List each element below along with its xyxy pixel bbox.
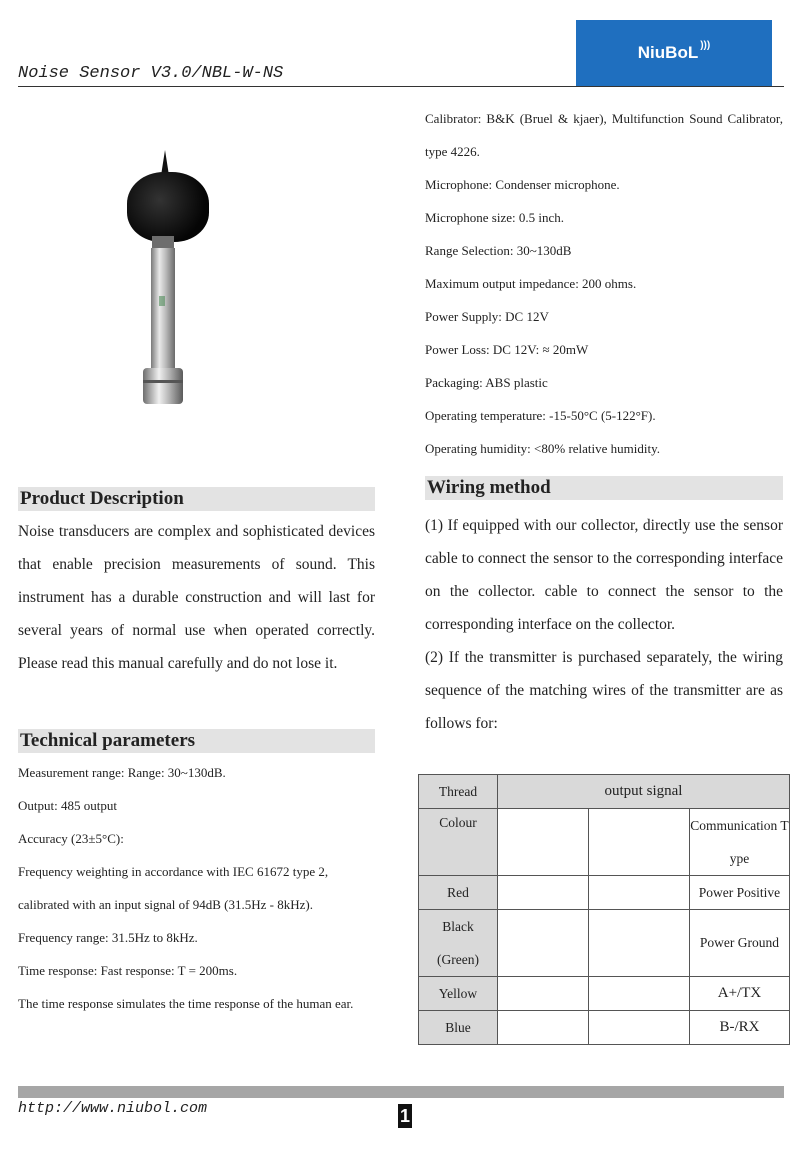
connector-ring <box>143 380 183 383</box>
page-number: 1 <box>399 1106 410 1126</box>
empty-cell <box>497 809 588 876</box>
param-line: Microphone: Condenser microphone. <box>425 177 620 192</box>
type-b-rx: B-/RX <box>689 1011 789 1045</box>
param-line: Operating temperature: -15-50°C (5-122°F). <box>425 408 656 423</box>
empty-cell <box>497 1011 588 1045</box>
param-line: calibrated with an input signal of 94dB (31.5Hz - 8kHz). <box>18 897 313 912</box>
empty-cell <box>588 876 689 910</box>
colour-black-green: Black (Green) <box>419 910 498 977</box>
param-line: Operating humidity: <80% relative humidity. <box>425 441 661 456</box>
footer-url: http://www.niubol.com <box>18 1100 208 1117</box>
param-line: The time response simulates the time response of the human ear. <box>18 996 354 1011</box>
param-line: Time response: Fast response: T = 200ms. <box>18 963 238 978</box>
param-line: Maximum output impedance: 200 ohms. <box>425 276 637 291</box>
thread-header: Thread <box>419 775 498 809</box>
type-power-positive: Power Positive <box>689 876 789 910</box>
colour-yellow: Yellow <box>419 977 498 1011</box>
param-line: Calibrator: B&K (Bruel & kjaer), Multifunction Sound Calibrator, type 4226. <box>425 111 783 159</box>
header-rule <box>18 86 784 87</box>
windscreen-ball <box>127 172 209 242</box>
param-line: Power Supply: DC 12V <box>425 309 549 324</box>
brand-logo <box>576 20 772 86</box>
wifi-icon: ))) <box>700 39 711 51</box>
communication-type-header: Communication Type <box>689 809 789 876</box>
sensor-connector <box>143 368 183 404</box>
param-line: Output: 485 output <box>18 798 117 813</box>
sensor-rod <box>151 248 175 370</box>
param-line: Accuracy (23±5°C): <box>18 831 124 846</box>
empty-cell <box>588 910 689 977</box>
sensor-neck <box>152 236 174 250</box>
wiring-method-section <box>425 476 783 740</box>
param-line: Frequency weighting in accordance with IEC 61672 type 2, <box>18 864 329 879</box>
param-line: Frequency range: 31.5Hz to 8kHz. <box>18 930 198 945</box>
empty-cell <box>497 876 588 910</box>
param-line: Power Loss: DC 12V: ≈ 20mW <box>425 342 589 357</box>
product-description-text: Noise transducers are complex and sophisticated devices that enable precision measurements of sound. This instrument has a durable construction and will last for several years of normal use when operated correctly. Please read this manual carefully and do not lose it. <box>18 523 375 672</box>
colour-blue: Blue <box>419 1011 498 1045</box>
technical-parameters-section <box>18 729 375 1020</box>
empty-cell <box>588 1011 689 1045</box>
product-description-heading: Product Description <box>18 487 375 511</box>
logo-text: NiuBoL <box>637 43 699 62</box>
empty-cell <box>588 809 689 876</box>
technical-parameters-heading: Technical parameters <box>18 729 375 753</box>
wiring-para-2: (2) If the transmitter is purchased separately, the wiring sequence of the matching wires of the transmitter are as follows for: <box>425 649 783 732</box>
colour-header: Colour <box>419 809 498 876</box>
colour-red: Red <box>419 876 498 910</box>
output-signal-header: output signal <box>497 775 789 809</box>
empty-cell <box>497 977 588 1011</box>
type-power-ground: Power Ground <box>689 910 789 977</box>
empty-cell <box>497 910 588 977</box>
empty-cell <box>588 977 689 1011</box>
wiring-para-1: (1) If equipped with our collector, directly use the sensor cable to connect the sensor to the corresponding interface on the collector. cable to connect the sensor to the corresponding interface on the collector. <box>425 517 783 633</box>
param-line: Range Selection: 30~130dB <box>425 243 572 258</box>
type-a-tx: A+/TX <box>689 977 789 1011</box>
wiring-method-heading: Wiring method <box>425 476 783 500</box>
param-line: Measurement range: Range: 30~130dB. <box>18 765 226 780</box>
param-line: Packaging: ABS plastic <box>425 375 548 390</box>
header-title: Noise Sensor V3.0/NBL-W-NS <box>18 64 284 83</box>
param-line: Microphone size: 0.5 inch. <box>425 210 564 225</box>
sensor-rod-label <box>159 296 165 306</box>
wiring-table <box>418 774 790 1045</box>
product-description-section <box>18 487 375 680</box>
footer-bar <box>18 1086 784 1098</box>
technical-parameters-continued <box>425 102 783 465</box>
sensor-spike <box>160 150 170 182</box>
